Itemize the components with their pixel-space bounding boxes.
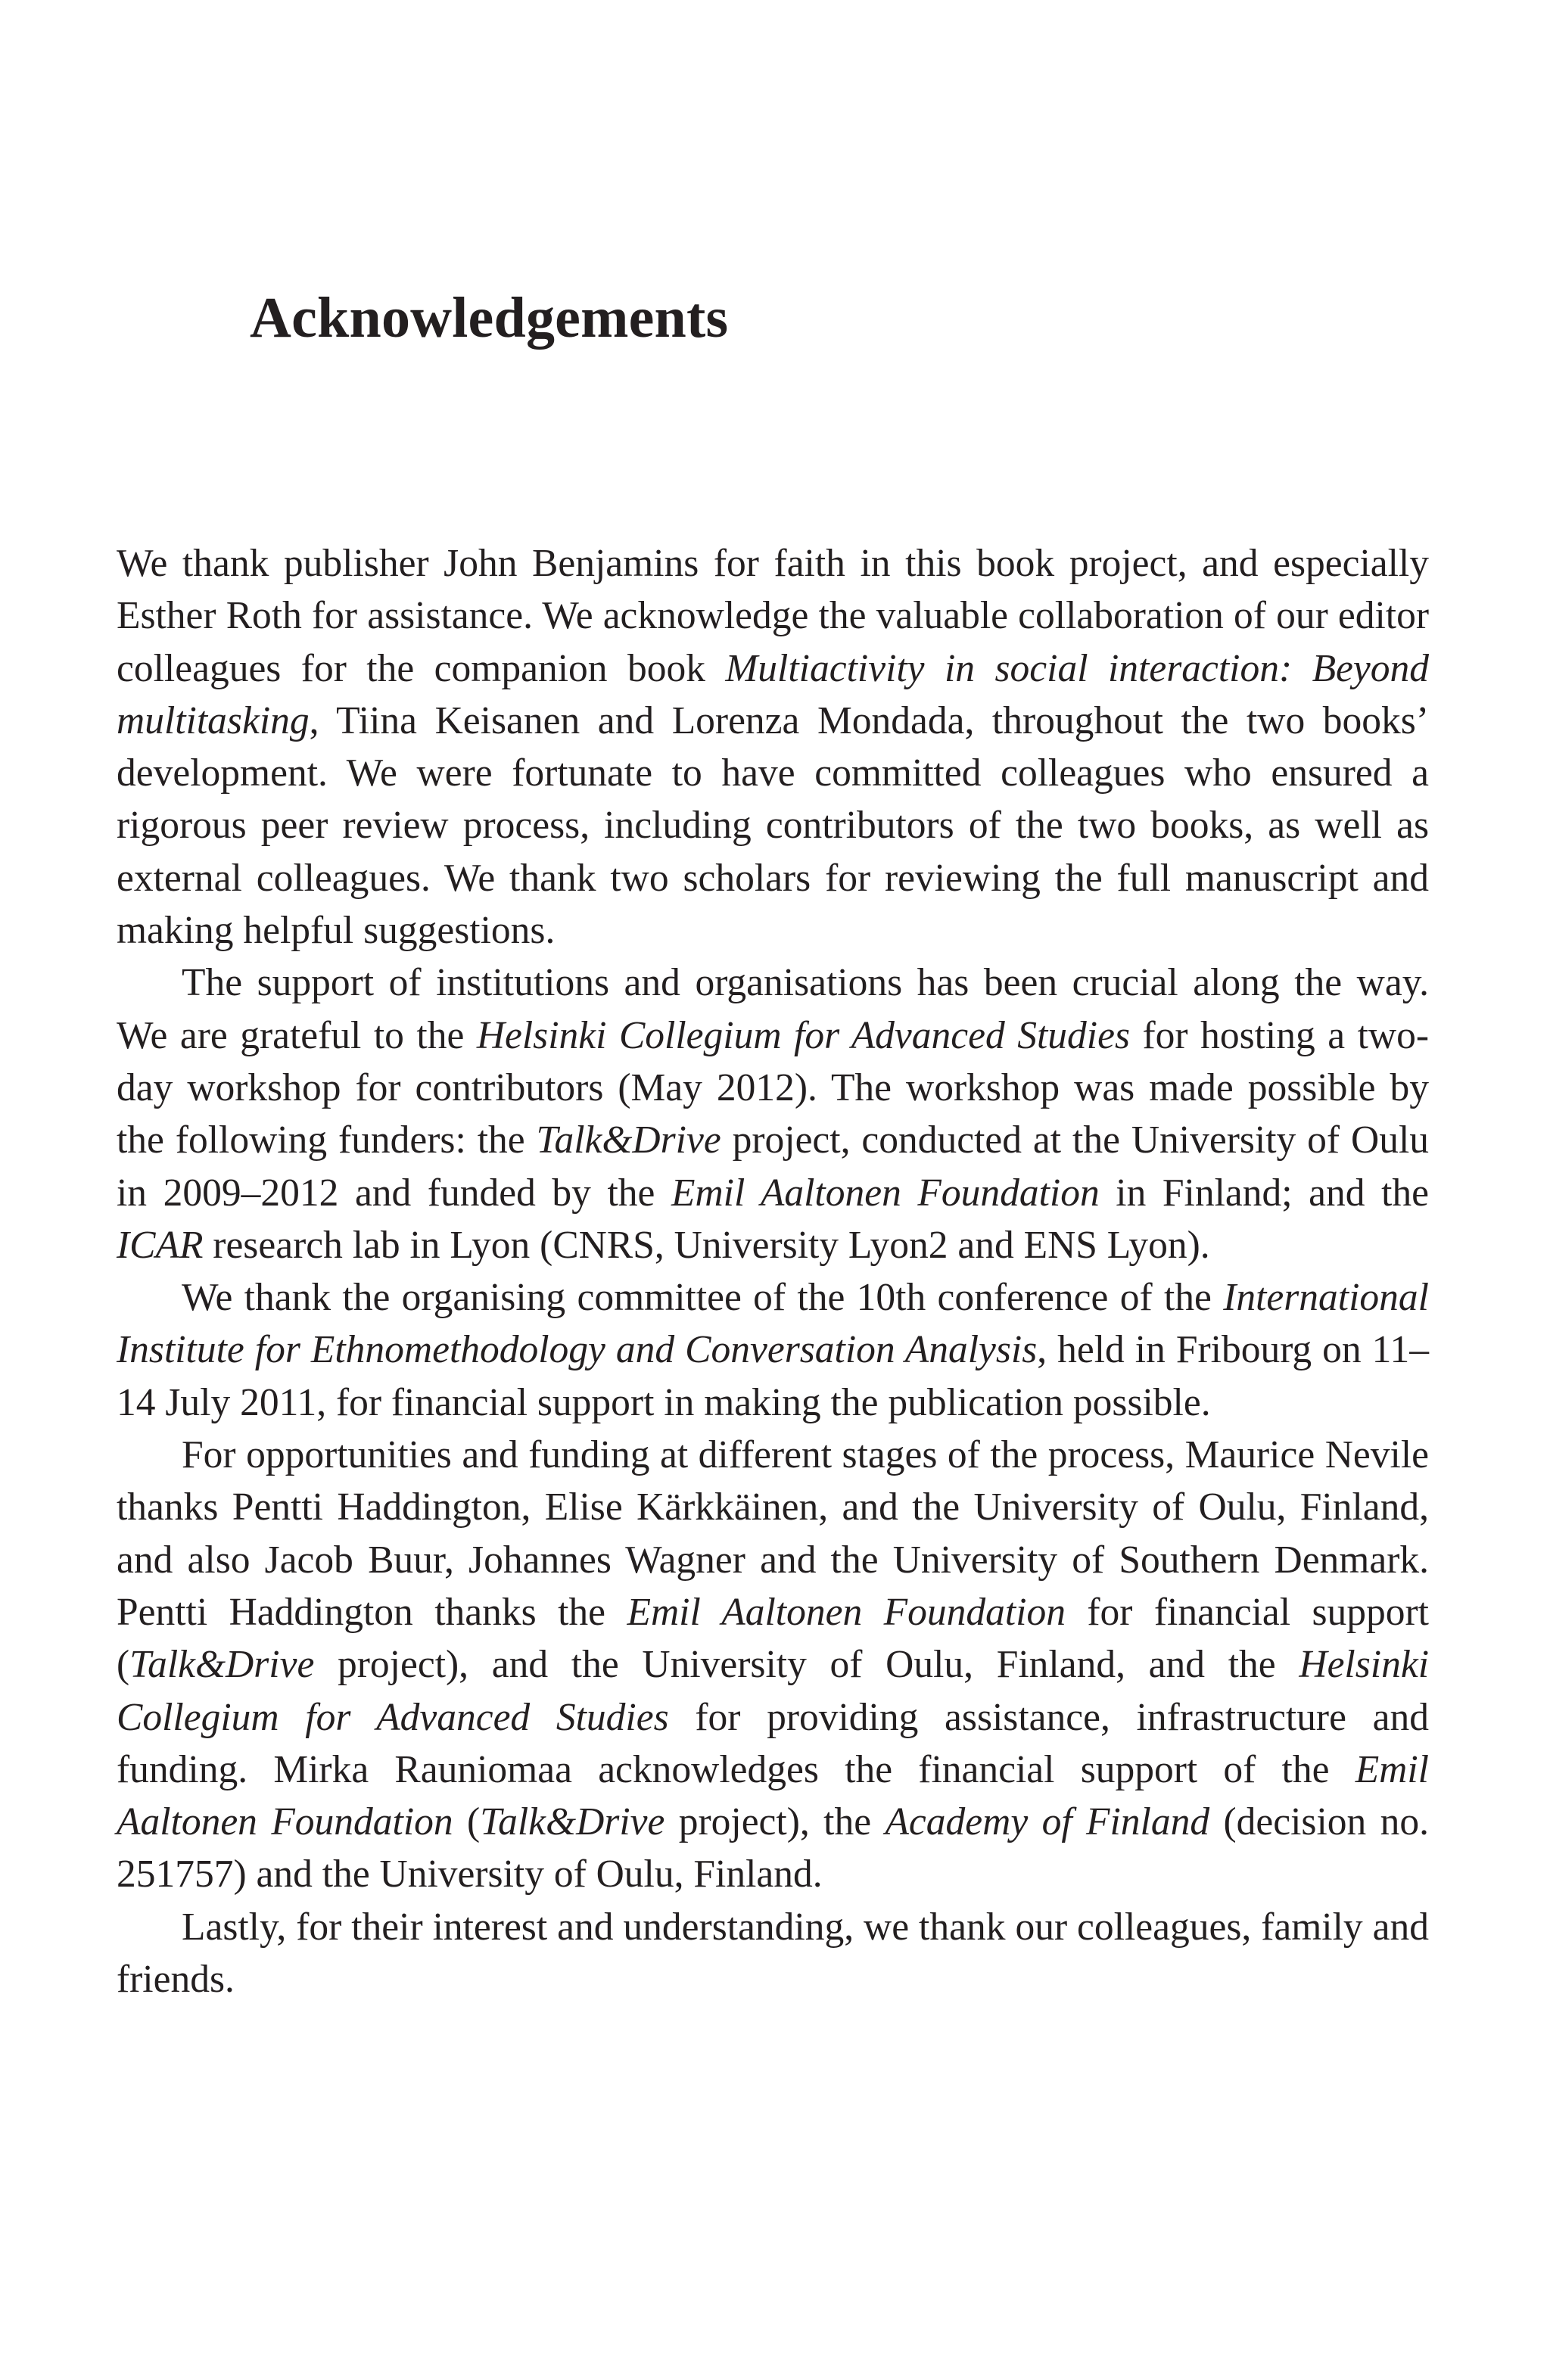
emil-aaltonen-foundation-name: Emil Aaltonen Foundation	[627, 1590, 1066, 1634]
acknowledgements-body	[117, 537, 1429, 2005]
paragraph-1-run-3: , Tiina Keisanen and Lorenza Mondada, throughout the two books’ development. We were fortunate to have committed colleagues who ensured a rigorous peer review process, including contributors of the two books, as well as external colleagues. We thank two scholars for reviewing the full manuscript and making helpful suggestions.	[117, 698, 1429, 953]
paragraph-2-run-7: in Finland; and the	[1099, 1171, 1429, 1215]
paragraph-5-run-1: Lastly, for their interest and understanding, we thank our colleagues, family and friends.	[117, 1905, 1429, 2002]
page-title: Acknowledgements	[250, 286, 729, 350]
paragraph-4-run-3: for financial support (	[117, 1590, 1429, 1687]
paragraph-1-run-1: We thank publisher John Benjamins for faith in this book project, and especially Esther Roth for assistance. We acknowledge the valuable collaboration of our editor colleagues for the companion book	[117, 542, 1429, 690]
paragraph-4-run-9: (	[453, 1800, 481, 1844]
paragraph-2	[117, 957, 1429, 1271]
paragraph-4	[117, 1429, 1429, 1901]
paragraph-2-run-9: research lab in Lyon (CNRS, University Lyon2 and ENS Lyon).	[203, 1223, 1210, 1267]
paragraph-2-run-5: project, conducted at the University of Oulu in 2009–2012 and funded by the	[117, 1118, 1430, 1215]
paragraph-4-run-1: For opportunities and funding at different stages of the process, Maurice Nevile thanks Pentti Haddington, Elise Kärkkäinen, and the University of Oulu, Finland, and also Jacob Buur, Johannes Wagner and the University of Southern Denmark. Pentti Haddington thanks the	[117, 1433, 1429, 1634]
talk-drive-name: Talk&Drive	[129, 1643, 315, 1687]
talk-drive-name: Talk&Drive	[536, 1118, 721, 1162]
paragraph-2-run-1: The support of institutions and organisations has been crucial along the way. We are grateful to the	[117, 961, 1429, 1057]
book-title-multiactivity: Multiactivity in social interaction: Beyond multitasking	[117, 646, 1429, 742]
paragraph-2-run-3: for hosting a twoday workshop for contributors (May 2012). The workshop was made possible by the following funders: the	[117, 1013, 1429, 1162]
iiemca-name: International Institute for Ethnomethodology and Conversation Analysis	[117, 1276, 1429, 1372]
emil-aaltonen-foundation-name: Emil Aaltonen Foundation	[117, 1747, 1429, 1844]
academy-of-finland-name: Academy of Finland	[885, 1800, 1210, 1844]
paragraph-5	[117, 1901, 1429, 2006]
helsinki-collegium-name: Helsinki Collegium for Advanced Studies	[117, 1643, 1429, 1739]
talk-drive-name: Talk&Drive	[480, 1800, 665, 1844]
helsinki-collegium-name: Helsinki Collegium for Advanced Studies	[476, 1013, 1131, 1057]
paragraph-4-run-5: project), and the University of Oulu, Finland, and the	[314, 1643, 1299, 1687]
paragraph-1	[117, 537, 1429, 957]
paragraph-3-run-3: , held in Fribourg on 11–14 July 2011, for financial support in making the publication possible.	[117, 1328, 1430, 1424]
paragraph-3	[117, 1271, 1429, 1429]
icar-name: ICAR	[117, 1223, 204, 1267]
paragraph-4-run-13: (decision no. 251757) and the University of Oulu, Finland.	[117, 1800, 1430, 1896]
paragraph-4-run-11: project), the	[665, 1800, 885, 1844]
paragraph-3-run-1: We thank the organising committee of the 10th conference of the	[182, 1276, 1224, 1320]
paragraph-4-run-7: for providing assistance, infrastructure and funding. Mirka Rauniomaa acknowledges the financial support of the	[117, 1695, 1429, 1791]
emil-aaltonen-foundation-name: Emil Aaltonen Foundation	[671, 1171, 1100, 1215]
